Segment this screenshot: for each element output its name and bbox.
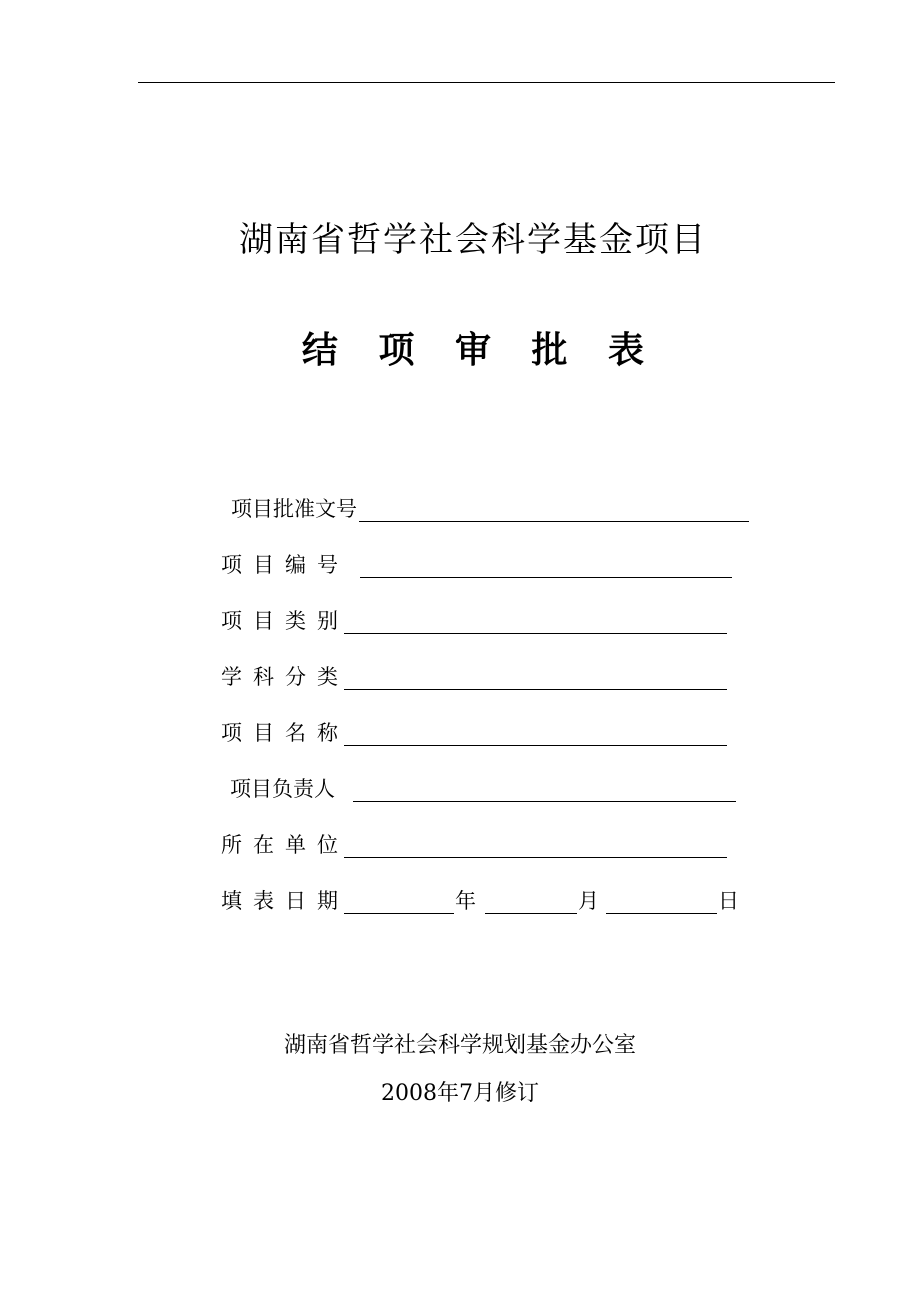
- field-label: 所在单位: [221, 833, 349, 857]
- issuing-organization: 湖南省哲学社会科学规划基金办公室: [283, 1033, 636, 1058]
- date-day-unit: 日: [718, 889, 739, 913]
- date-year-unit: 年: [455, 889, 476, 913]
- field-affiliation: [221, 830, 741, 864]
- header-rule: [138, 82, 835, 83]
- document-subtitle: 结 项 审 批 表: [301, 330, 659, 371]
- approval-number-input-line[interactable]: [359, 521, 749, 522]
- discipline-input-line[interactable]: [344, 689, 727, 690]
- project-number-input-line[interactable]: [360, 577, 732, 578]
- field-project-category: [221, 606, 741, 640]
- date-month-input-line[interactable]: [485, 913, 577, 914]
- field-label: 项目名称: [221, 721, 349, 745]
- field-label: 项目批准文号: [231, 497, 357, 521]
- field-discipline: [221, 662, 741, 696]
- revision-note: 2008年7月修订: [381, 1081, 539, 1106]
- field-label: 学科分类: [221, 665, 349, 689]
- date-day-input-line[interactable]: [606, 913, 717, 914]
- date-month-unit: 月: [578, 889, 599, 913]
- project-name-input-line[interactable]: [344, 745, 727, 746]
- project-category-input-line[interactable]: [344, 633, 727, 634]
- field-principal-investigator: [230, 774, 750, 808]
- document-title: 湖南省哲学社会科学基金项目: [239, 220, 707, 260]
- field-label: 项目编号: [221, 553, 349, 577]
- field-label: 项目负责人: [230, 777, 335, 801]
- field-project-number: [221, 550, 741, 584]
- date-year-input-line[interactable]: [344, 913, 454, 914]
- field-approval-number: [231, 494, 751, 528]
- field-label: 填表日期: [221, 889, 349, 913]
- field-fill-date: [221, 886, 751, 920]
- field-project-name: [221, 718, 741, 752]
- affiliation-input-line[interactable]: [344, 857, 727, 858]
- principal-investigator-input-line[interactable]: [353, 801, 736, 802]
- field-label: 项目类别: [221, 609, 349, 633]
